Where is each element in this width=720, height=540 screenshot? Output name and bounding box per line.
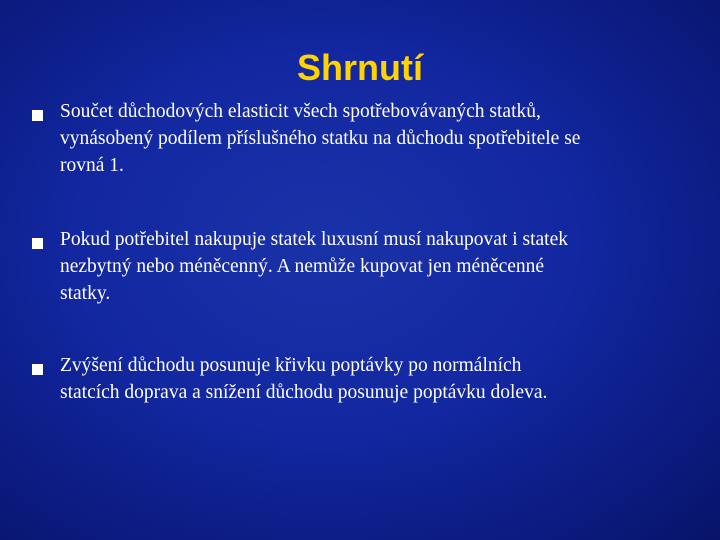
bullet-text: Součet důchodových elasticit všech spotřebovávaných statků, vynásobený podílem příslušného statku na důchodu spotřebitele se rovná 1. — [60, 101, 581, 176]
slide-title: Shrnutí — [297, 47, 423, 88]
bullet-text: Zvýšení důchodu posunuje křivku poptávky po normálních statcích doprava a snížení důchodu posunuje poptávku doleva. — [60, 355, 548, 403]
bullet-text: Pokud potřebitel nakupuje statek luxusní musí nakupovat i statek nezbytný nebo méněcenný. A nemůže kupovat jen méněcenné statky. — [60, 229, 569, 304]
square-bullet-icon — [32, 110, 43, 121]
square-bullet-icon — [32, 364, 43, 375]
square-bullet-icon — [32, 238, 43, 249]
